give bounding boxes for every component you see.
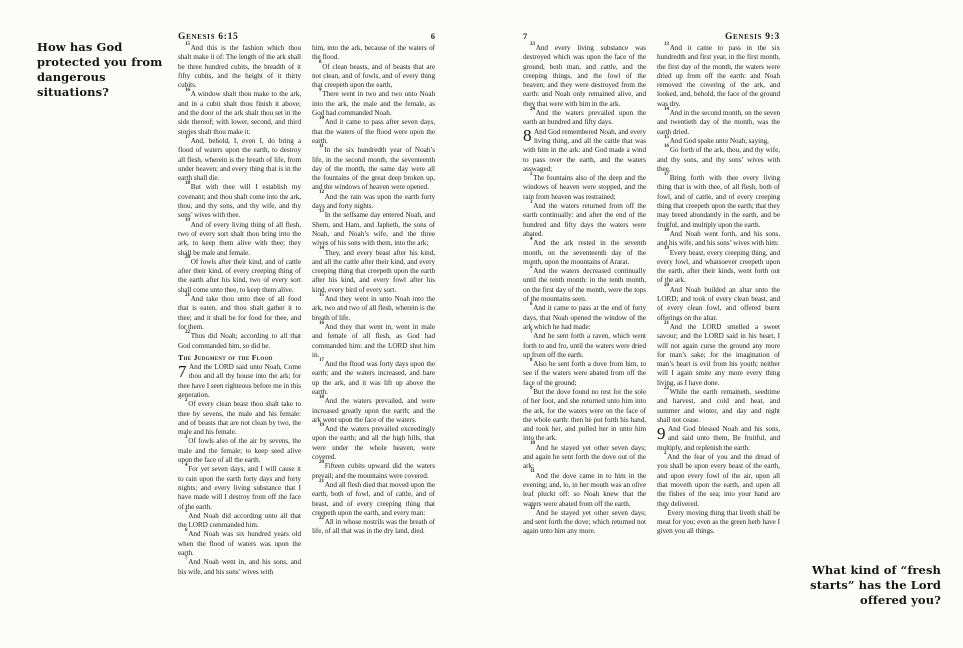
verse: $^{22}$While the earth remaineth, seedtime and harvest, and cold and heat, and summer and winter, and day and night shall not cease. [657, 385, 780, 424]
verse: $^8$Of clean beasts, and of beasts that are not clean, and of fowls, and of every thing that creepeth upon the earth, [312, 60, 435, 90]
verse: $^7$And Noah went in, and his sons, and his wife, and his sons’ wives with [178, 555, 301, 576]
verse: $^4$For yet seven days, and I will cause it to rain upon the earth forty days and forty nights; and every living substance that I have made will I destroy from off the face of the earth. [178, 462, 301, 511]
verse-number: 19 [664, 246, 669, 252]
verse-number: 20 [664, 283, 669, 289]
verse-number: 23 [530, 41, 535, 47]
verse: $^{12}$And he stayed yet other seven days; and sent forth the dove; which returned not again unto him any more. [523, 506, 646, 536]
page-number-left: 6 [430, 31, 435, 41]
chapter-number: 7 [178, 361, 187, 381]
verse: $^{19}$And of every living thing of all flesh, two of every sort shalt thou bring into the ark, to keep them alive with thee; they shall be male and female. [178, 218, 301, 257]
verse-number: 14 [664, 106, 669, 112]
verse-number: 3 [530, 199, 533, 205]
verse-number: 4 [530, 236, 533, 242]
margin-question-left: How has God protected you from dangerous situations? [37, 40, 163, 99]
verse: $^{21}$And take thou unto thee of all food that is eaten, and thou shalt gather it to thee; and it shall be for food for thee, and for them. [178, 292, 301, 331]
verse-number: 7 [185, 555, 188, 561]
verse: $^{20}$And Noah builded an altar unto the LORD; and took of every clean beast, and of every clean fowl, and offered burnt offerings on the altar. [657, 283, 780, 322]
verse: $^5$And Noah did according unto all that the LORD commanded him. [178, 509, 301, 530]
verse: $^{17}$And, behold, I, even I, do bring a flood of waters upon the earth, to destroy all flesh, wherein is the breath of life, from under heaven; and every thing that is in the earth shall die. [178, 134, 301, 183]
verse: $^{16}$And they that went in, went in male and female of all flesh, as God had commanded him: and the LORD shut him in. [312, 320, 435, 359]
verse: $^{24}$And the waters prevailed upon the earth an hundred and fifty days. [523, 106, 646, 127]
verse-number: 16 [664, 143, 669, 149]
verse-number: 2 [185, 397, 188, 403]
verse: $^4$And the ark rested in the seventh month, on the seventeenth day of the month, upon the mountains of Ararat. [523, 236, 646, 266]
verse: $^{10}$And it came to pass after seven days, that the waters of the flood were upon the earth. [312, 115, 435, 145]
verse: $^8$Also he sent forth a dove from him, to see if the waters were abated from off the face of the ground; [523, 357, 646, 387]
verse: $^9$But the dove found no rest for the sole of her foot, and she returned unto him into the ark, for the waters were on the face of the whole earth: then he put forth his hand, and took her, and pulled her in unto him into the ark. [523, 385, 646, 443]
verse: $^{20}$Fifteen cubits upward did the waters prevail; and the mountains were covered. [312, 459, 435, 480]
verse: $^5$And the waters decreased continually until the tenth month: in the tenth month, on the first day of the month, were the tops of the mountains seen. [523, 264, 646, 304]
verse: $^7$And he sent forth a raven, which went forth to and fro, until the waters were dried up from off the earth. [523, 329, 646, 359]
verse: $^2$The fountains also of the deep and the windows of heaven were stopped, and the rain from heaven was restrained; [523, 171, 646, 201]
verse: $^{19}$And the waters prevailed exceedingly upon the earth; and all the high hills, that were under the whole heaven, were covered. [312, 422, 435, 462]
verse-number: 15 [664, 134, 669, 140]
verse: $^2$And the fear of you and the dread of you shall be upon every beast of the earth, and upon every fowl of the air, upon all that moveth upon the earth, and upon all the fishes of the sea; into your hand are they delivered. [657, 450, 780, 508]
verse-number: 6 [185, 528, 188, 534]
verse-number: 18 [319, 394, 324, 400]
verse-number: 8 [530, 357, 533, 363]
chapter-number: 8 [523, 126, 532, 146]
verse-number: 12 [319, 190, 324, 196]
verse: $^{21}$And all flesh died that moved upon the earth, both of fowl, and of cattle, and of beast, and of every creeping thing that creepeth upon the earth, and every man: [312, 478, 435, 517]
verse-number: 10 [319, 115, 324, 121]
margin-question-right: What kind of “fresh starts” has the Lord offered you? [810, 563, 941, 607]
verse: $^{22}$Thus did Noah; according to all that God commanded him, so did he. [178, 329, 301, 350]
verse: $^{13}$And it came to pass in the six hundredth and first year, in the first month, the first day of the month, the waters were dried up from off the earth: and Noah removed the covering of the ark, and looked, and, behold, the face of the ground was dry. [657, 41, 780, 108]
running-title-left: Genesis 6:15 [178, 32, 239, 42]
verse: $^2$Of every clean beast thou shalt take to thee by sevens, the male and his female: and of beasts that are not clean by two, the male and his female. [178, 397, 301, 437]
verse-number: 5 [530, 264, 533, 270]
chapter-start: 8 And God remembered Noah, and every living thing, and all the cattle that was with him in the ark: and God made a wind to pass over the earth, and the waters asswaged; [523, 126, 646, 173]
section-heading: The Judgment of the Flood [178, 353, 273, 363]
verse: $^3$Of fowls also of the air by sevens, the male and the female; to keep seed alive upon the face of all the earth. [178, 435, 301, 465]
verse: $^9$There went in two and two unto Noah into the ark, the male and the female, as God had commanded Noah. [312, 88, 435, 118]
verse-number: 3 [664, 506, 667, 512]
verse: $^6$And it came to pass at the end of forty days, that Noah opened the window of the ark which he had made: [523, 301, 646, 331]
verse-number: 17 [664, 171, 669, 177]
text-column-2 [312, 44, 435, 537]
verse-number: 3 [185, 435, 188, 441]
verse-number: 12 [530, 506, 535, 512]
verse-number: 6 [530, 301, 533, 307]
verse: $^3$And the waters returned from off the earth continually: and after the end of the hundred and fifty days the waters were abated. [523, 199, 646, 238]
verse-number: 16 [185, 88, 190, 94]
verse-number: 4 [185, 462, 188, 468]
verse-number: 18 [185, 181, 190, 187]
verse: $^{23}$And every living substance was destroyed which was upon the face of the ground, both man, and cattle, and the creeping things, and the fowl of the heaven; and they were destroyed from the earth: and Noah only remained alive, and they that were with him in the ark. [523, 41, 646, 108]
text-column-3 [523, 41, 646, 537]
running-header-right [523, 31, 780, 42]
verse-number: 13 [319, 208, 324, 214]
verse: $^{15}$And God spake unto Noah, saying, [664, 134, 769, 145]
verse-number: 5 [185, 509, 188, 515]
chapter-start: 7 And the LORD said unto Noah, Come thou and all thy house into the ark; for thee have I seen righteous before me in this generation. [178, 361, 301, 399]
verse: $^{14}$They, and every beast after his kind, and all the cattle after their kind, and every creeping thing that creepeth upon the earth after his kind, and every fowl after his kind, every bird of every sort. [312, 246, 435, 294]
verse-number: 2 [530, 171, 533, 177]
verse: $^{18}$But with thee will I establish my covenant; and thou shalt come into the ark, thou, and thy sons, and thy wife, and thy sons’ wives with thee. [178, 181, 301, 220]
verse-number: 22 [185, 329, 190, 335]
verse-number: 9 [319, 88, 322, 94]
verse-number: 15 [319, 292, 324, 298]
verse: $^{16}$Go forth of the ark, thou, and thy wife, and thy sons, and thy sons’ wives with thee. [657, 143, 780, 173]
verse: $^{19}$Every beast, every creeping thing, and every fowl, and whatsoever creepeth upon the earth, after their kinds, went forth out of the ark. [657, 246, 780, 285]
verse: $^{15}$And this is the fashion which thou shalt make it of: The length of the ark shall be three hundred cubits, the breadth of it fifty cubits, and the height of it thirty cubits. [178, 41, 301, 90]
verse: $^{12}$And the rain was upon the earth forty days and forty nights. [312, 190, 435, 211]
verse: $^{18}$And Noah went forth, and his sons, and his wife, and his sons’ wives with him: [657, 227, 780, 248]
verse-number: 7 [530, 329, 533, 335]
verse: $^{15}$And they went in unto Noah into the ark, two and two of all flesh, wherein is the breath of life. [312, 292, 435, 322]
verse: $^{13}$In the selfsame day entered Noah, and Shem, and Ham, and Japheth, the sons of Noah, and Noah’s wife, and the three wives of his sons with them, into the ark; [312, 208, 435, 248]
verse-number: 21 [319, 478, 324, 484]
verse: $^{17}$And the flood was forty days upon the earth; and the waters increased, and bare up the ark, and it was lift up above the earth. [312, 357, 435, 396]
verse-number: 18 [664, 227, 669, 233]
verse-number: 17 [319, 357, 324, 363]
verse: $^{18}$And the waters prevailed, and were increased greatly upon the earth; and the ark went upon the face of the waters. [312, 394, 435, 424]
verse-number: 22 [319, 515, 324, 521]
verse: $^{22}$All in whose nostrils was the breath of life, of all that was in the dry land, died. [312, 515, 435, 536]
verse-number: 14 [319, 246, 324, 252]
verse-number: 21 [185, 292, 190, 298]
verse-number: 13 [664, 41, 669, 47]
verse-number: 19 [319, 422, 324, 428]
running-title-right: Genesis 9:3 [724, 32, 780, 42]
verse-number: 8 [319, 60, 322, 66]
verse-number: 20 [319, 459, 324, 465]
verse-number: 20 [185, 255, 190, 261]
verse: $^{21}$And the LORD smelled a sweet savour; and the LORD said in his heart, I will not again curse the ground any more for man’s sake; for the imagination of man’s heart is evil from his youth; neither will I again smite any more every thing living, as I have done. [657, 320, 780, 387]
verse-number: 21 [664, 320, 669, 326]
verse-number: 2 [664, 450, 667, 456]
verse: $^{14}$And in the second month, on the seven and twentieth day of the month, was the earth dried. [657, 106, 780, 136]
text-column-1 [178, 41, 301, 577]
verse-number: 11 [319, 143, 324, 149]
verse-number: 9 [530, 385, 533, 391]
chapter-number: 9 [657, 423, 666, 443]
verse-number: 19 [185, 218, 190, 224]
running-header-left [178, 31, 435, 42]
verse: $^{16}$A window shalt thou make to the ark, and in a cubit shalt thou finish it above; and the door of the ark shalt thou set in the side thereof; with lower, second, and third stories shalt thou make it. [178, 88, 301, 136]
verse: $^{17}$Bring forth with thee every living thing that is with thee, of all flesh, both of fowl, and of cattle, and of every creeping thing that creepeth upon the earth; that they may breed abundantly in the earth, and be fruitful, and multiply upon the earth. [657, 171, 780, 229]
verse: $^{20}$Of fowls after their kind, and of cattle after their kind, of every creeping thing of the earth after his kind, two of every sort shall come unto thee, to keep them alive. [178, 255, 301, 294]
verse: $^{11}$And the dove came in to him in the evening; and, lo, in her mouth was an olive leaf pluckt off: so Noah knew that the waters were abated from off the earth. [523, 469, 646, 508]
verse: $^3$Every moving thing that liveth shall be meat for you; even as the green herb have I given you all things. [657, 506, 780, 536]
text-column-4 [657, 41, 780, 537]
verse: $^{10}$And he stayed yet other seven days; and again he sent forth the dove out of the ark; [523, 441, 646, 471]
verse-number: 10 [530, 441, 535, 447]
verse: $^{11}$In the six hundredth year of Noah’s life, in the second month, the seventeenth day of the month, the same day were all the fountains of the great deep broken up, and the windows of heaven were opened. [312, 143, 435, 192]
page-number-right: 7 [523, 31, 528, 41]
verse-number: 11 [530, 469, 535, 475]
chapter-start: 9 And God blessed Noah and his sons, and said unto them, Be fruitful, and multiply, and replenish the earth. [657, 423, 780, 452]
verse-number: 16 [319, 320, 324, 326]
verse-number: 24 [530, 106, 535, 112]
verse-continuation: him, into the ark, because of the waters of the flood. [312, 44, 435, 62]
verse-number: 15 [185, 41, 190, 47]
verse-number: 22 [664, 385, 669, 391]
verse: $^6$And Noah was six hundred years old when the flood of waters was upon the earth. [178, 528, 301, 558]
verse-number: 17 [185, 134, 190, 140]
